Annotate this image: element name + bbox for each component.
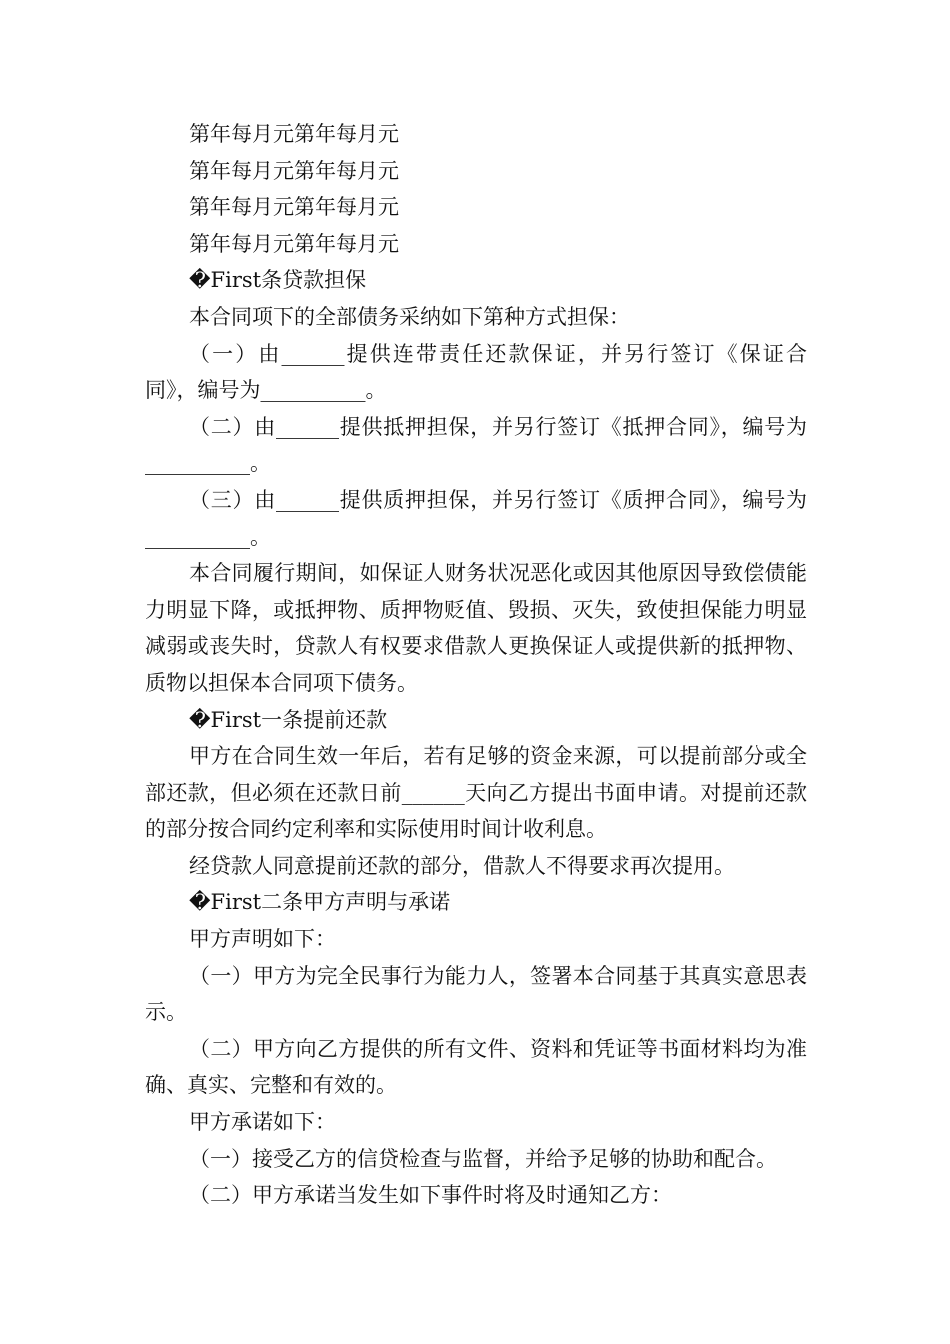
repayment-schedule-line: 第年每月元第年每月元 [189, 158, 399, 183]
paragraph: 本合同项下的全部债务采纳如下第种方式担保： [189, 304, 630, 329]
paragraph: 甲方声明如下： [189, 927, 336, 952]
clause-item: （一）甲方为完全民事行为能力人，签署本合同基于其真实意思表示。 [145, 963, 807, 1025]
clause-item: （一）接受乙方的信贷检查与监督，并给予足够的协助和配合。 [189, 1146, 777, 1171]
paragraph: 甲方承诺如下： [189, 1110, 336, 1135]
repayment-schedule-line: 第年每月元第年每月元 [189, 122, 399, 146]
article-heading-prepayment: �First一条提前还款 [189, 707, 388, 732]
document-body [145, 116, 807, 1214]
paragraph: 经贷款人同意提前还款的部分，借款人不得要求再次提用。 [189, 853, 735, 878]
clause-item: （二）由______提供抵押担保，并另行签订《抵押合同》，编号为__________。 [145, 414, 807, 476]
repayment-schedule-line: 第年每月元第年每月元 [189, 195, 399, 220]
paragraph: 本合同履行期间，如保证人财务状况恶化或因其他原因导致偿债能力明显下降，或抵押物、质押物贬值、毁损、灭失，致使担保能力明显减弱或丧失时，贷款人有权要求借款人更换保证人或提供新的抵押物、质物以担保本合同项下债务。 [145, 561, 807, 695]
clause-item: （一）由______提供连带责任还款保证，并另行签订《保证合同》，编号为__________。 [145, 341, 807, 403]
article-heading-representations: �First二条甲方声明与承诺 [189, 890, 451, 915]
clause-item: （二）甲方承诺当发生如下事件时将及时通知乙方： [189, 1183, 672, 1208]
article-heading-guarantee: �First条贷款担保 [189, 268, 367, 293]
repayment-schedule-line: 第年每月元第年每月元 [189, 231, 399, 256]
clause-item: （三）由______提供质押担保，并另行签订《质押合同》，编号为__________。 [145, 487, 807, 549]
clause-item: （二）甲方向乙方提供的所有文件、资料和凭证等书面材料均为准确、真实、完整和有效的。 [145, 1036, 807, 1098]
paragraph: 甲方在合同生效一年后，若有足够的资金来源，可以提前部分或全部还款，但必须在还款日前______天向乙方提出书面申请。对提前还款的部分按合同约定利率和实际使用时间计收利息。 [145, 744, 807, 842]
